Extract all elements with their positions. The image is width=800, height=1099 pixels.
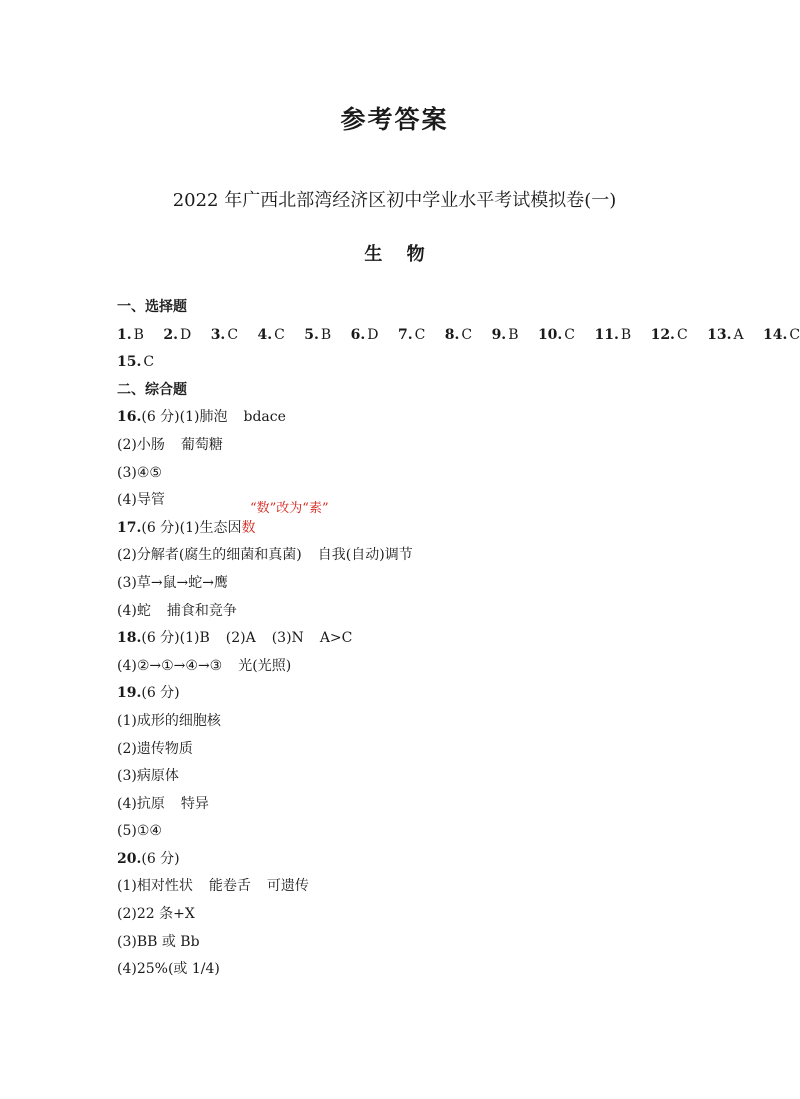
q16-line-1: 16.(6 分)(1)肺泡 bdace [117,409,286,426]
section-heading-comprehensive: 二、综合题 [117,381,187,398]
q19-line-2: (2)遗传物质 [117,740,193,757]
exam-subtitle: 2022 年广西北部湾经济区初中学业水平考试模拟卷(一) [172,190,617,211]
choice-item: 10. C [537,326,576,343]
q19-line-head: 19.(6 分) [117,685,180,702]
struck-character: 数 [241,519,256,536]
choice-item: 13. A [707,326,744,343]
q16-line-4: (4)导管 [117,492,165,509]
choice-item: 7. C [397,326,426,343]
choice-item: 1. B [117,326,144,343]
choice-item: 11. B [594,326,632,343]
q17-line-2: (2)分解者(腐生的细菌和真菌) 自我(自动)调节 [117,547,413,564]
q19-line-5: (5)①④ [117,823,162,840]
q20-line-4: (4)25%(或 1/4) [117,961,220,978]
choice-answers-row-2 [117,349,717,377]
choice-item: 12. C [650,326,688,343]
q19-line-1: (1)成形的细胞核 [117,712,221,729]
choice-item: 9. B [491,326,519,343]
q18-line-1: 18.(6 分)(1)B (2)A (3)N A>C [117,630,353,647]
q20-line-head: 20.(6 分) [117,850,180,867]
q16-line-2: (2)小肠 葡萄糖 [117,436,223,453]
subject-heading: 生 物 [364,244,425,265]
choice-item: 15. C [117,354,155,371]
section-heading-choice: 一、选择题 [117,299,187,315]
answer-content [117,294,800,984]
q20-line-3: (3)BB 或 Bb [117,933,200,950]
q18-line-2: (4)②→①→④→③ 光(光照) [117,657,292,674]
q17-line-3: (3)草→鼠→蛇→鹰 [117,574,229,591]
q20-line-1: (1)相对性状 能卷舌 可遗传 [117,878,309,895]
q16-line-3: (3)④⑤ [117,464,162,481]
q17-line-4: (4)蛇 捕食和竞争 [117,602,237,619]
correction-annotation: “数”改为“素” [250,500,329,516]
choice-item: 6. D [350,326,379,343]
q19-line-4: (4)抗原 特异 [117,795,209,812]
choice-item: 2. D [163,326,192,343]
choice-item: 3. C [210,326,239,343]
choice-item: 14. C [763,326,800,343]
page-title: 参考答案 [340,105,449,134]
choice-item: 4. C [257,326,285,343]
q19-line-3: (3)病原体 [117,768,179,785]
q17-line-1: 17.(6 分)(1)生态因数 “数”改为“素” [117,500,329,536]
choice-item: 8. C [444,326,473,343]
choice-item: 5. B [304,326,332,343]
q20-line-2: (2)22 条+X [117,906,195,923]
choice-answers-row-1 [117,322,800,350]
